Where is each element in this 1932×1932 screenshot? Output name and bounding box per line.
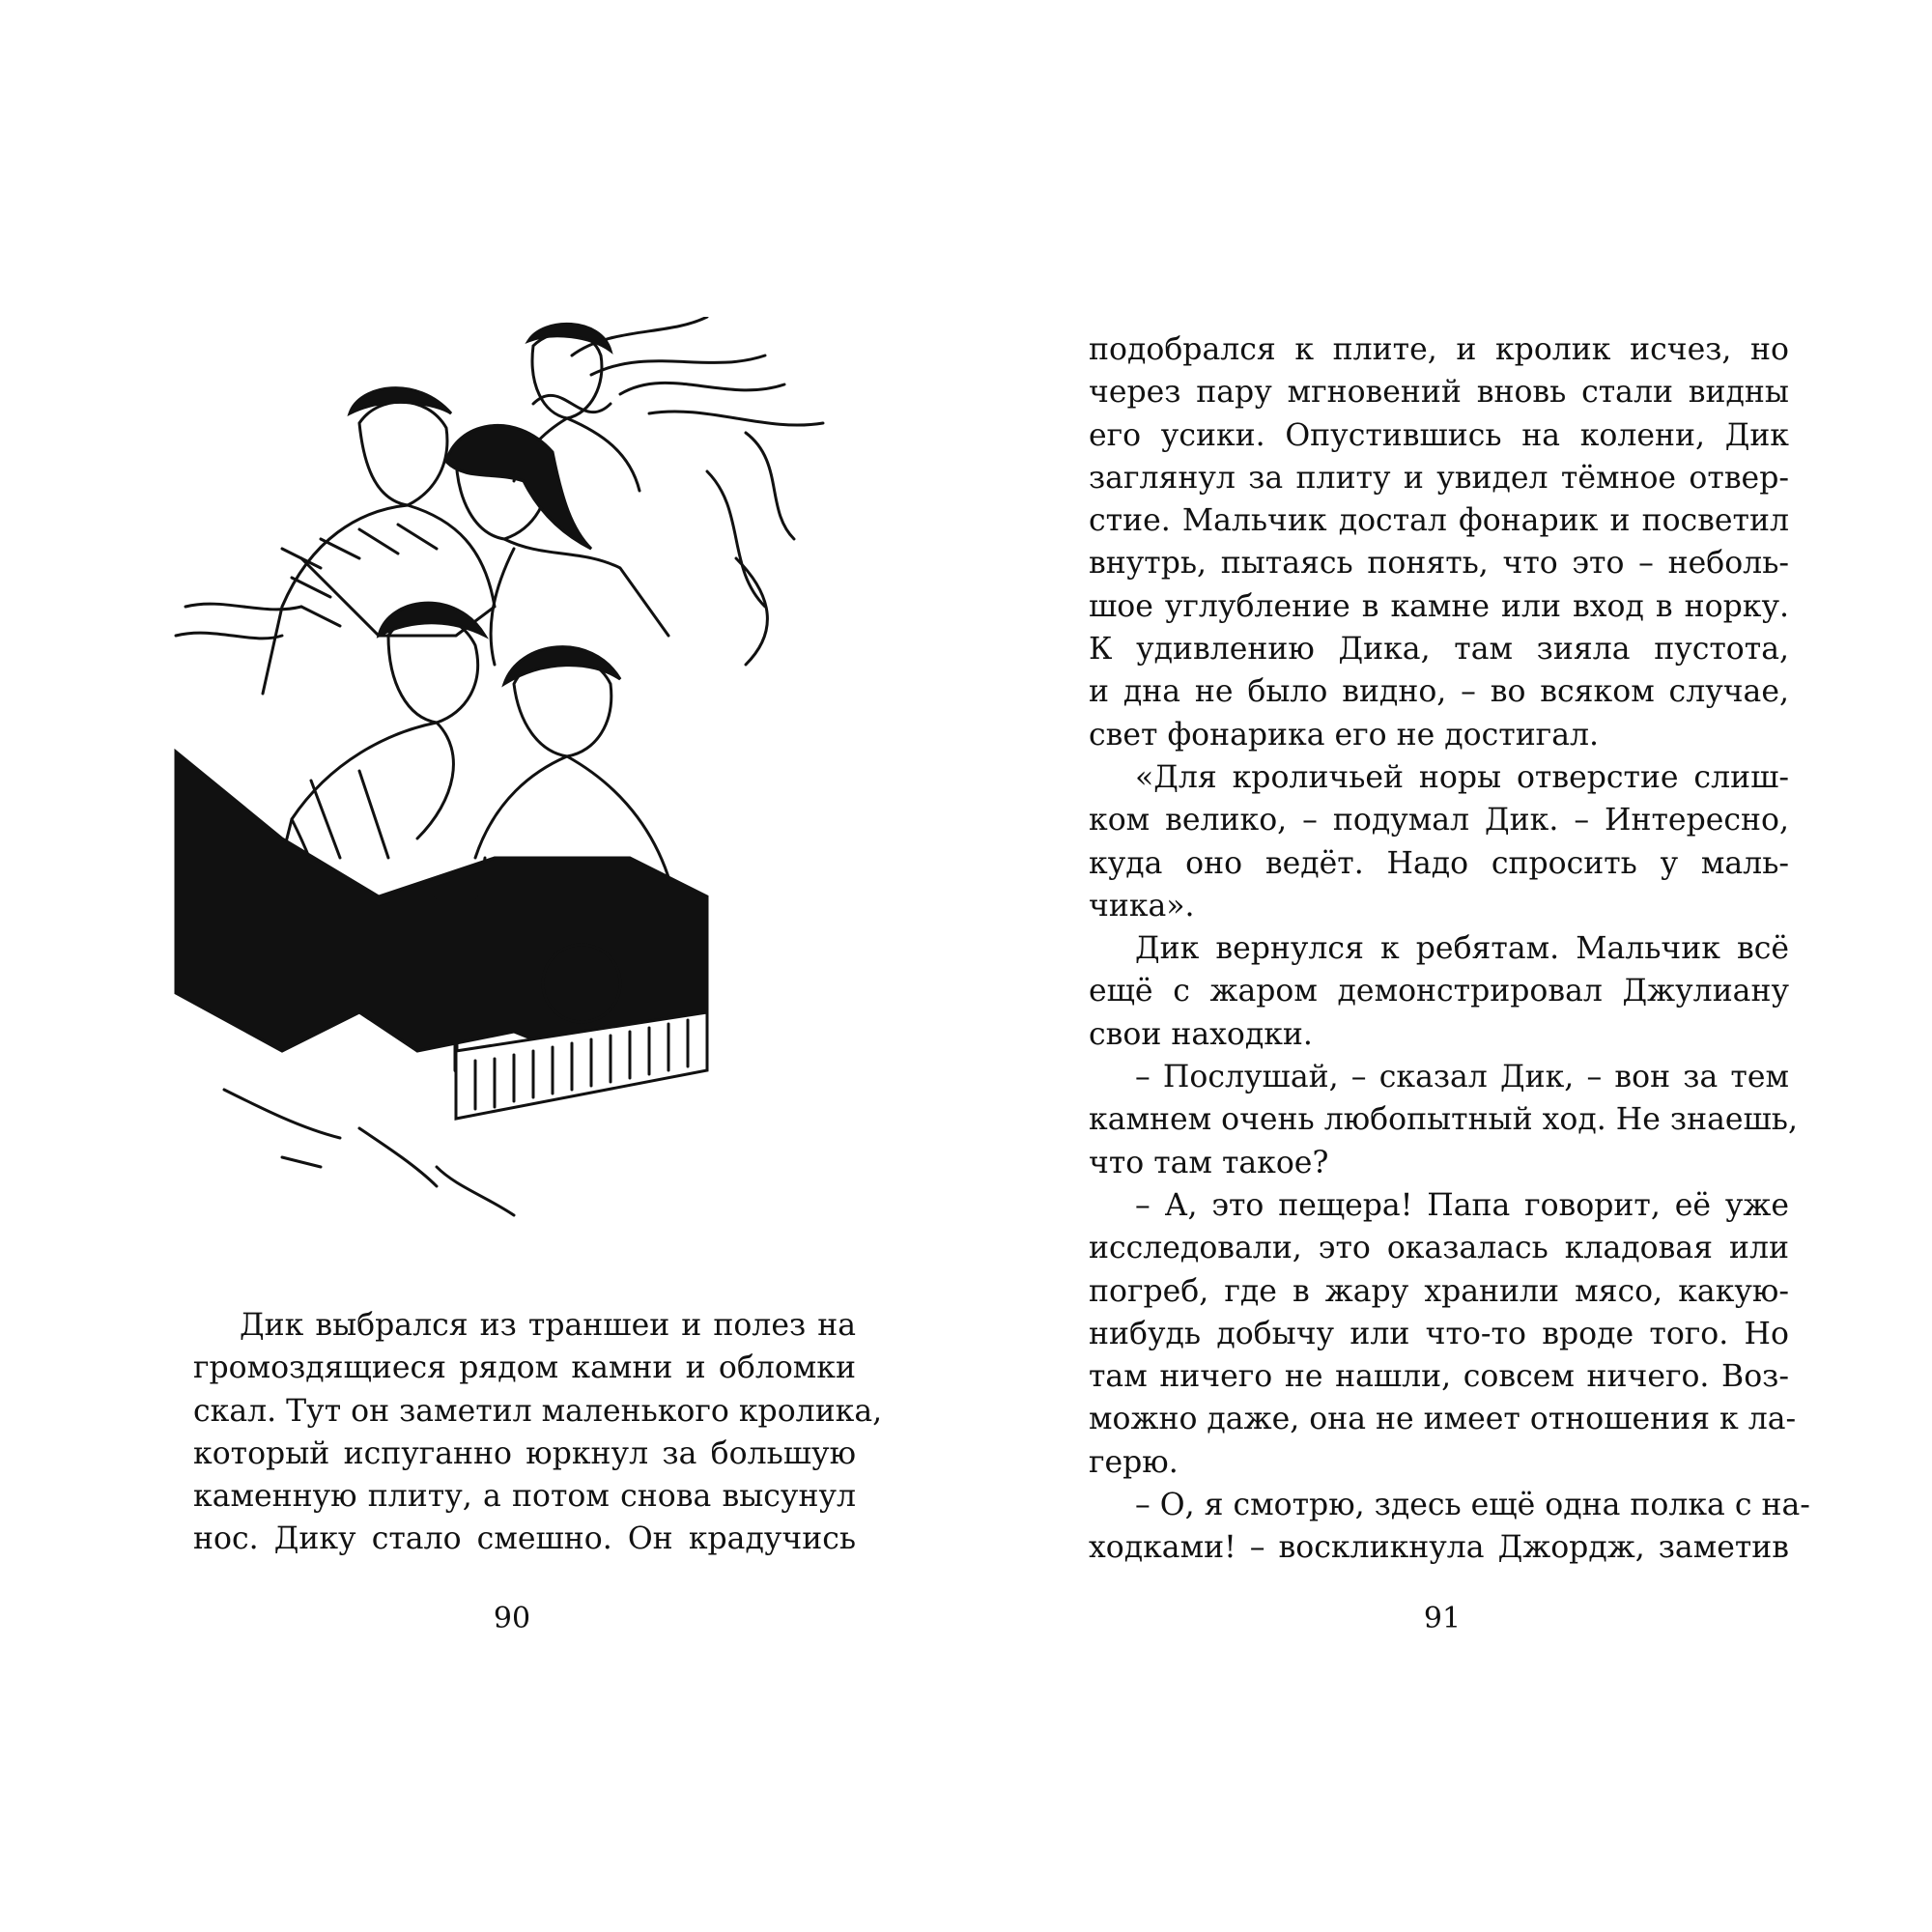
text-line: чика».: [1089, 888, 1195, 923]
text-line: его усики. Опустившись на колени, Дик: [1089, 417, 1789, 453]
text-line: «Для кроличьей норы отверстие слиш-: [1135, 759, 1789, 795]
right-page: [966, 0, 1932, 1932]
text-line: – Послушай, – сказал Дик, – вон за тем: [1135, 1060, 1789, 1095]
text-line: через пару мгновений вновь стали видны: [1089, 375, 1789, 411]
text-line: К удивлению Дика, там зияла пустота,: [1089, 632, 1789, 668]
text-line: ходками! – воскликнула Джордж, заметив: [1089, 1530, 1789, 1566]
text-line: свои находки.: [1089, 1016, 1313, 1052]
text-line: исследовали, это оказалась кладовая или: [1089, 1231, 1789, 1266]
text-line: свет фонарика его не достигал.: [1089, 717, 1599, 753]
text-line: Дик вернулся к ребятам. Мальчик всё: [1135, 931, 1789, 967]
text-line: внутрь, пытаясь понять, что это – неболь-: [1089, 546, 1789, 582]
page-number-right: 91: [1423, 1602, 1462, 1635]
text-line: герю.: [1089, 1444, 1179, 1480]
text-line: Дик выбрался из траншеи и полез на: [240, 1308, 856, 1343]
text-line: можно даже, она не имеет отношения к ла-: [1089, 1402, 1797, 1437]
text-line: заглянул за плиту и увидел тёмное отвер-: [1089, 460, 1789, 496]
page-number-left: 90: [493, 1602, 531, 1635]
text-line: каменную плиту, а потом снова высунул: [193, 1479, 856, 1515]
text-line: подобрался к плите, и кролик исчез, но: [1089, 332, 1789, 367]
illustration-sketch-icon: [166, 317, 862, 1235]
right-page-text: [1089, 328, 1810, 1570]
text-line: куда оно ведёт. Надо спросить у маль-: [1089, 845, 1789, 881]
text-line: – О, я смотрю, здесь ещё одна полка с на-: [1135, 1488, 1810, 1523]
text-line: что там такое?: [1089, 1145, 1329, 1180]
text-line: нос. Дику стало смешно. Он крадучись: [193, 1521, 856, 1557]
left-page-text: [193, 1304, 883, 1561]
text-line: там ничего не нашли, совсем ничего. Воз-: [1089, 1359, 1789, 1395]
text-line: шое углубление в камне или вход в норку.: [1089, 588, 1789, 624]
text-line: камнем очень любопытный ход. Не знаешь,: [1089, 1102, 1798, 1138]
text-line: скал. Тут он заметил маленького кролика,: [193, 1393, 883, 1429]
text-line: который испуганно юркнул за большую: [193, 1435, 856, 1471]
text-line: – А, это пещера! Папа говорит, её уже: [1135, 1187, 1789, 1223]
text-line: ещё с жаром демонстрировал Джулиану: [1089, 974, 1789, 1009]
text-line: нибудь добычу или что-то вроде того. Но: [1089, 1316, 1789, 1351]
text-line: стие. Мальчик достал фонарик и посветил: [1089, 503, 1789, 539]
text-line: громоздящиеся рядом камни и обломки: [193, 1350, 856, 1386]
illustration-children-at-trench: [166, 317, 862, 1235]
text-line: и дна не было видно, – во всяком случае,: [1089, 674, 1789, 710]
text-line: ком велико, – подумал Дик. – Интересно,: [1089, 803, 1789, 838]
text-line: погреб, где в жару хранили мясо, какую-: [1089, 1273, 1789, 1309]
